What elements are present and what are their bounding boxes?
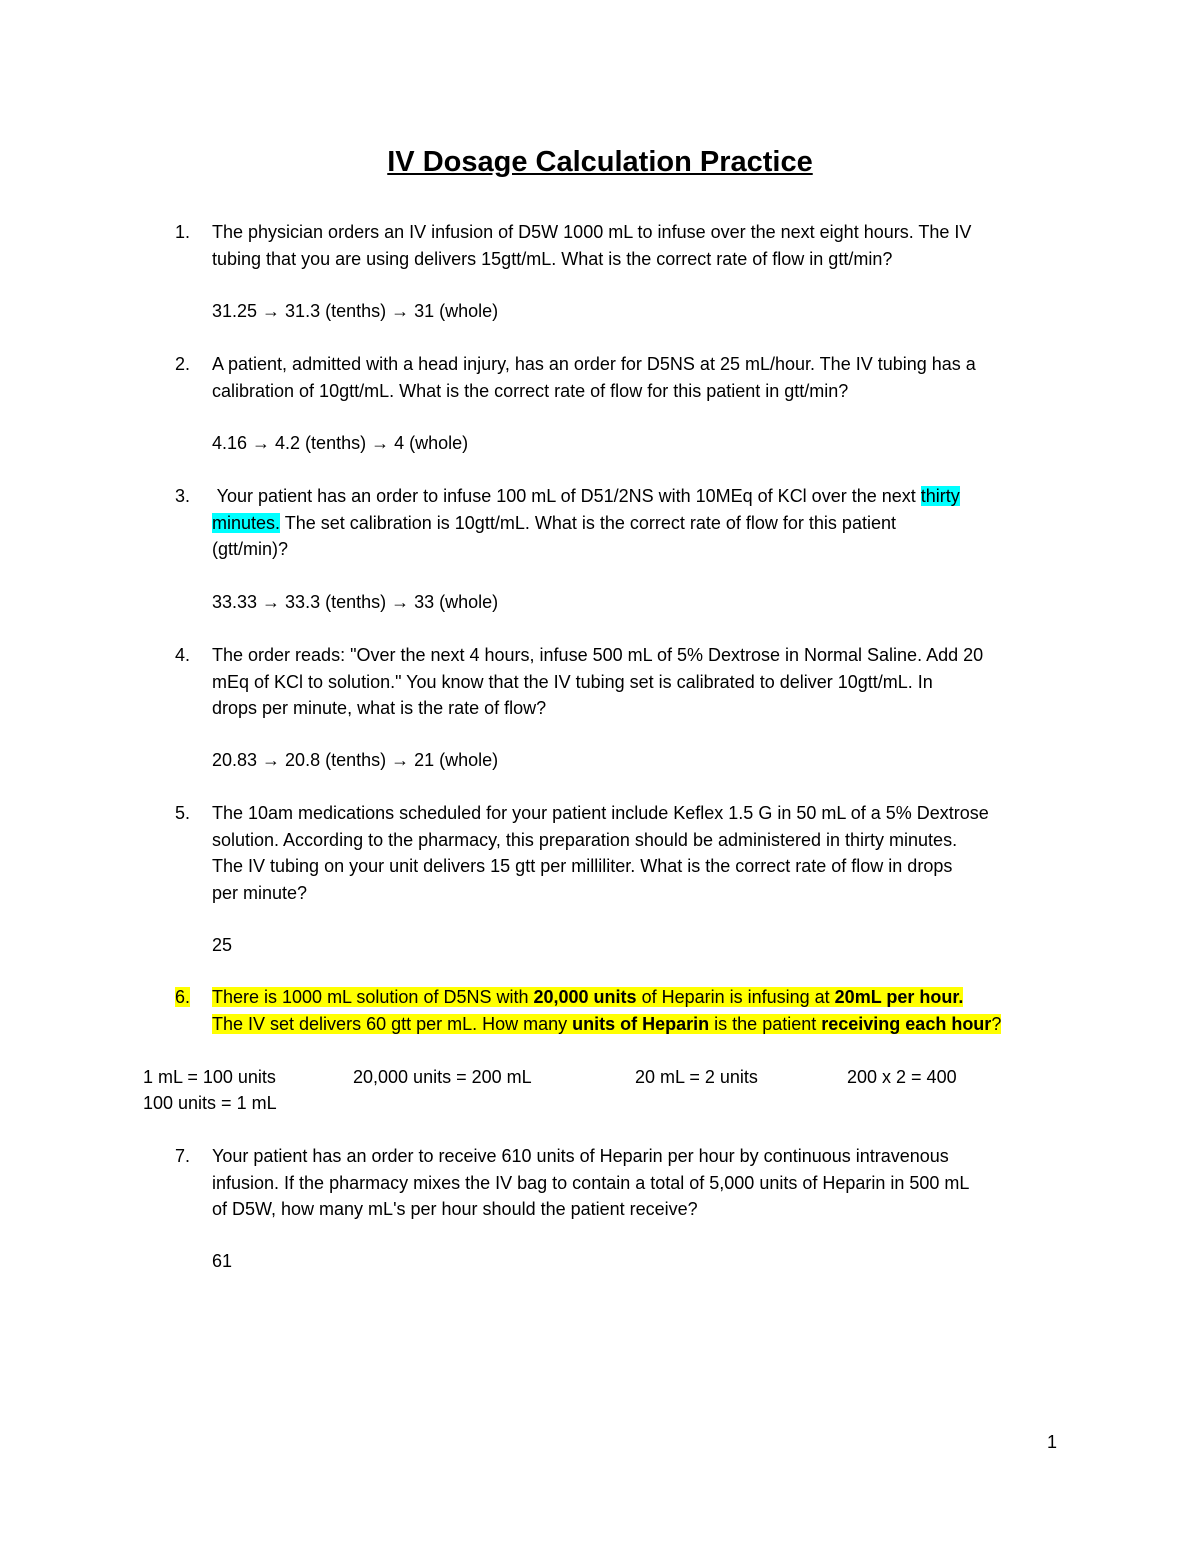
question-text [212, 642, 1072, 722]
answer-7: 61 [212, 1251, 233, 1271]
page-title: IV Dosage Calculation Practice [387, 146, 813, 178]
question-text-span: Your patient has an order to infuse 100 mL of D51/2NS with 10MEq of KCl over the next [212, 486, 921, 506]
question-text [212, 351, 1072, 404]
question-text [212, 483, 1072, 563]
question-line [212, 510, 1072, 537]
question-text-span: There is 1000 mL solution of D5NS with [212, 987, 534, 1007]
question-line: of D5W, how many mL's per hour should the patient receive? [212, 1199, 698, 1219]
question-line: The 10am medications scheduled for your patient include Keflex 1.5 G in 50 mL of a 5% Dextrose [212, 803, 989, 823]
bold-text: units of Heparin [572, 1013, 710, 1034]
bold-text: receiving each hour [821, 1013, 992, 1034]
bold-text: 20,000 units [533, 987, 637, 1007]
question-line: The physician orders an IV infusion of D5W 1000 mL to infuse over the next eight hours. The IV [212, 222, 972, 242]
question-line: The order reads: "Over the next 4 hours, infuse 500 mL of 5% Dextrose in Normal Saline. Add 20 [212, 645, 984, 665]
question-line: (gtt/min)? [212, 539, 289, 559]
question-line: drops per minute, what is the rate of flow? [212, 698, 547, 718]
question-text-span: ? [991, 1013, 1002, 1034]
question-line: calibration of 10gtt/mL. What is the correct rate of flow for this patient in gtt/min? [212, 380, 849, 401]
calc-item: 20 mL = 2 units [635, 1067, 758, 1087]
question-text [212, 800, 1072, 906]
question-text [212, 984, 1072, 1037]
question-line: infusion. If the pharmacy mixes the IV bag to contain a total of 5,000 units of Heparin in 500 mL [212, 1172, 970, 1193]
question-text [212, 219, 1072, 272]
question-number: 4. [175, 645, 191, 665]
answer-2: 4.16 → 4.2 (tenths) → 4 (whole) [212, 433, 469, 453]
question-number: 3. [175, 486, 191, 506]
question-line: The IV tubing on your unit delivers 15 gtt per milliliter. What is the correct rate of flow in drops [212, 856, 953, 876]
answer-4: 20.83 → 20.8 (tenths) → 21 (whole) [212, 750, 499, 770]
question-number: 5. [175, 803, 191, 823]
highlighted-line [212, 987, 963, 1007]
bold-text: 20mL per hour. [834, 987, 964, 1007]
question-line: tubing that you are using delivers 15gtt/mL. What is the correct rate of flow in gtt/min? [212, 248, 893, 269]
question-line [212, 1011, 1072, 1038]
calc-item: 200 x 2 = 400 [847, 1067, 957, 1087]
question-number [175, 984, 205, 1011]
question-text-span: is the patient [709, 1013, 822, 1034]
answer-3: 33.33 → 33.3 (tenths) → 33 (whole) [212, 592, 499, 612]
highlighted-line [212, 1014, 1001, 1034]
highlighted-text: 6. [175, 987, 191, 1007]
question-text [212, 1143, 1072, 1223]
highlighted-text: minutes. [212, 512, 281, 533]
calc-item: 1 mL = 100 units [143, 1067, 276, 1087]
highlighted-text: thirty [920, 486, 960, 506]
question-line: Your patient has an order to receive 610 units of Heparin per hour by continuous intravenous [212, 1146, 949, 1166]
question-line [212, 984, 1072, 1011]
calc-item: 100 units = 1 mL [143, 1093, 277, 1113]
question-number: 2. [175, 354, 191, 374]
answer-1: 31.25 → 31.3 (tenths) → 31 (whole) [212, 301, 499, 321]
question-line: solution. According to the pharmacy, this preparation should be administered in thirty minutes. [212, 829, 958, 850]
question-text-span: of Heparin is infusing at [636, 987, 835, 1007]
answer-5: 25 [212, 935, 233, 955]
question-text-span: The IV set delivers 60 gtt per mL. How many [212, 1013, 573, 1034]
calc-item: 20,000 units = 200 mL [353, 1067, 532, 1087]
page-number: 1 [1046, 1432, 1057, 1452]
question-number: 7. [175, 1146, 191, 1166]
question-number: 1. [175, 222, 191, 242]
question-line [212, 483, 1072, 510]
question-line: mEq of KCl to solution." You know that the IV tubing set is calibrated to deliver 10gtt/mL. In [212, 671, 933, 692]
question-text-span: The set calibration is 10gtt/mL. What is the correct rate of flow for this patient [280, 512, 896, 533]
question-line: A patient, admitted with a head injury, has an order for D5NS at 25 mL/hour. The IV tubing has a [212, 354, 976, 374]
question-line: per minute? [212, 882, 308, 903]
